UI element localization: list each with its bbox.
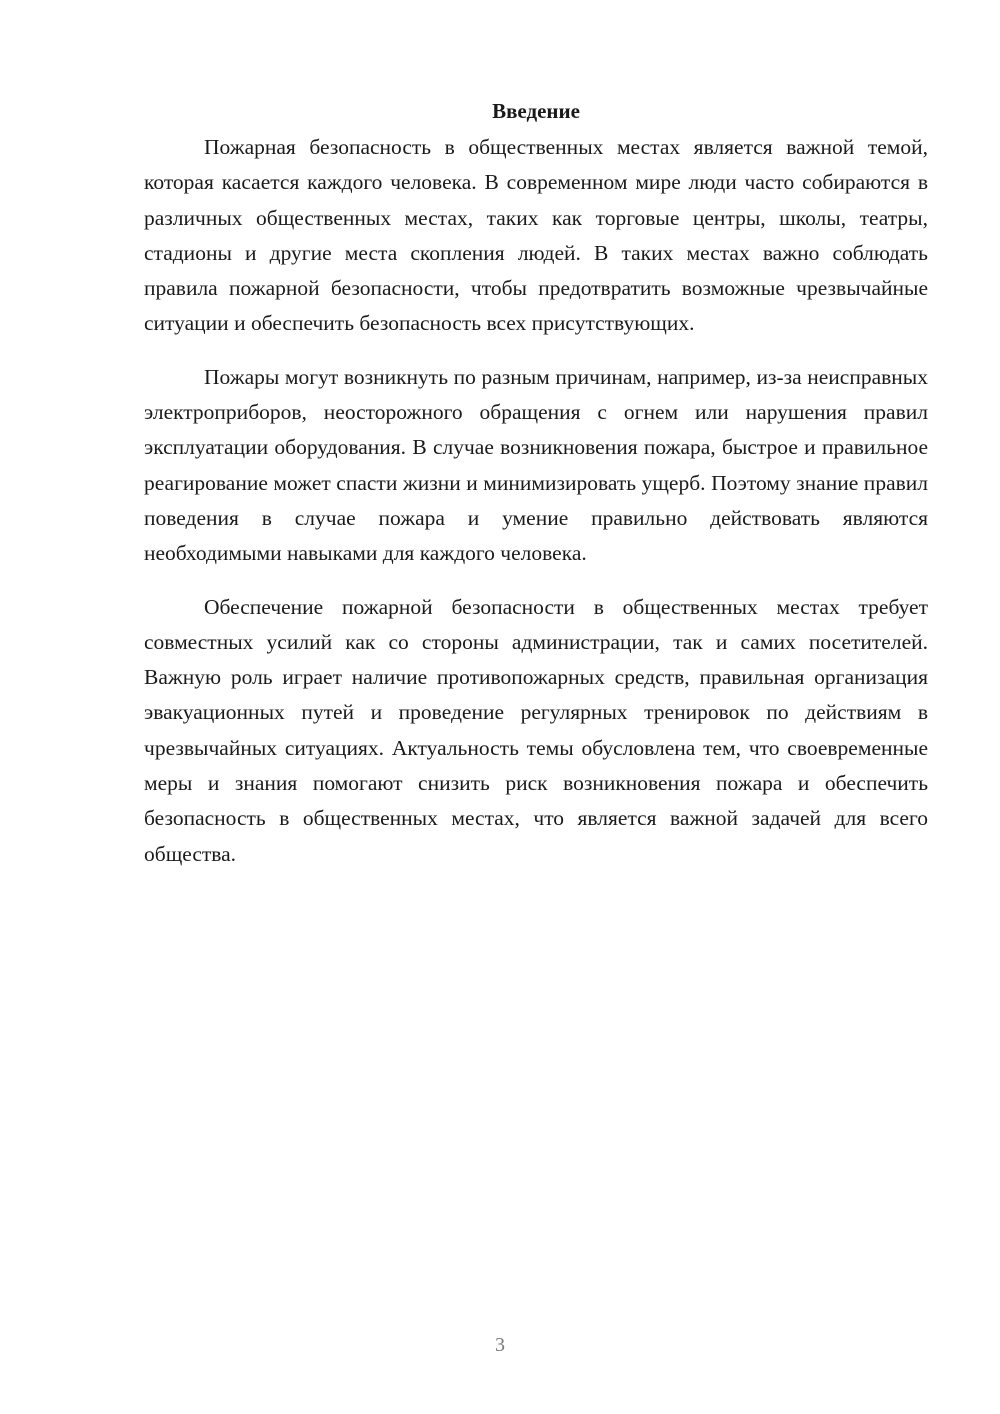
page-number: 3 <box>495 1334 505 1356</box>
paragraph-3: Обеспечение пожарной безопасности в общественных местах требует совместных усилий как со стороны администрации, так и самих посетителей. Важную роль играет наличие противопожарных средств, правильная организация эвакуационных путей и проведение регулярных тренировок по действиям в чрезвычайных ситуациях. Актуальность темы обусловлена тем, что своевременные меры и знания помогают снизить риск возникновения пожара и обеспечить безопасность в общественных местах, что является важной задачей для всего общества. <box>144 594 928 866</box>
section-title: Введение <box>492 99 580 123</box>
paragraph-1: Пожарная безопасность в общественных местах является важной темой, которая касается каждого человека. В современном мире люди часто собираются в различных общественных местах, таких как торговые центры, школы, театры, стадионы и другие места скопления людей. В таких местах важно соблюдать правила пожарной безопасности, чтобы предотвратить возможные чрезвычайные ситуации и обеспечить безопасность всех присутствующих. <box>144 135 928 336</box>
page-content <box>144 96 928 890</box>
paragraph-2: Пожары могут возникнуть по разным причинам, например, из-за неисправных электроприборов, неосторожного обращения с огнем или нарушения правил эксплуатации оборудования. В случае возникновения пожара, быстрое и правильное реагирование может спасти жизни и минимизировать ущерб. Поэтому знание правил поведения в случае пожара и умение правильно действовать являются необходимыми навыками для каждого человека. <box>144 364 928 566</box>
